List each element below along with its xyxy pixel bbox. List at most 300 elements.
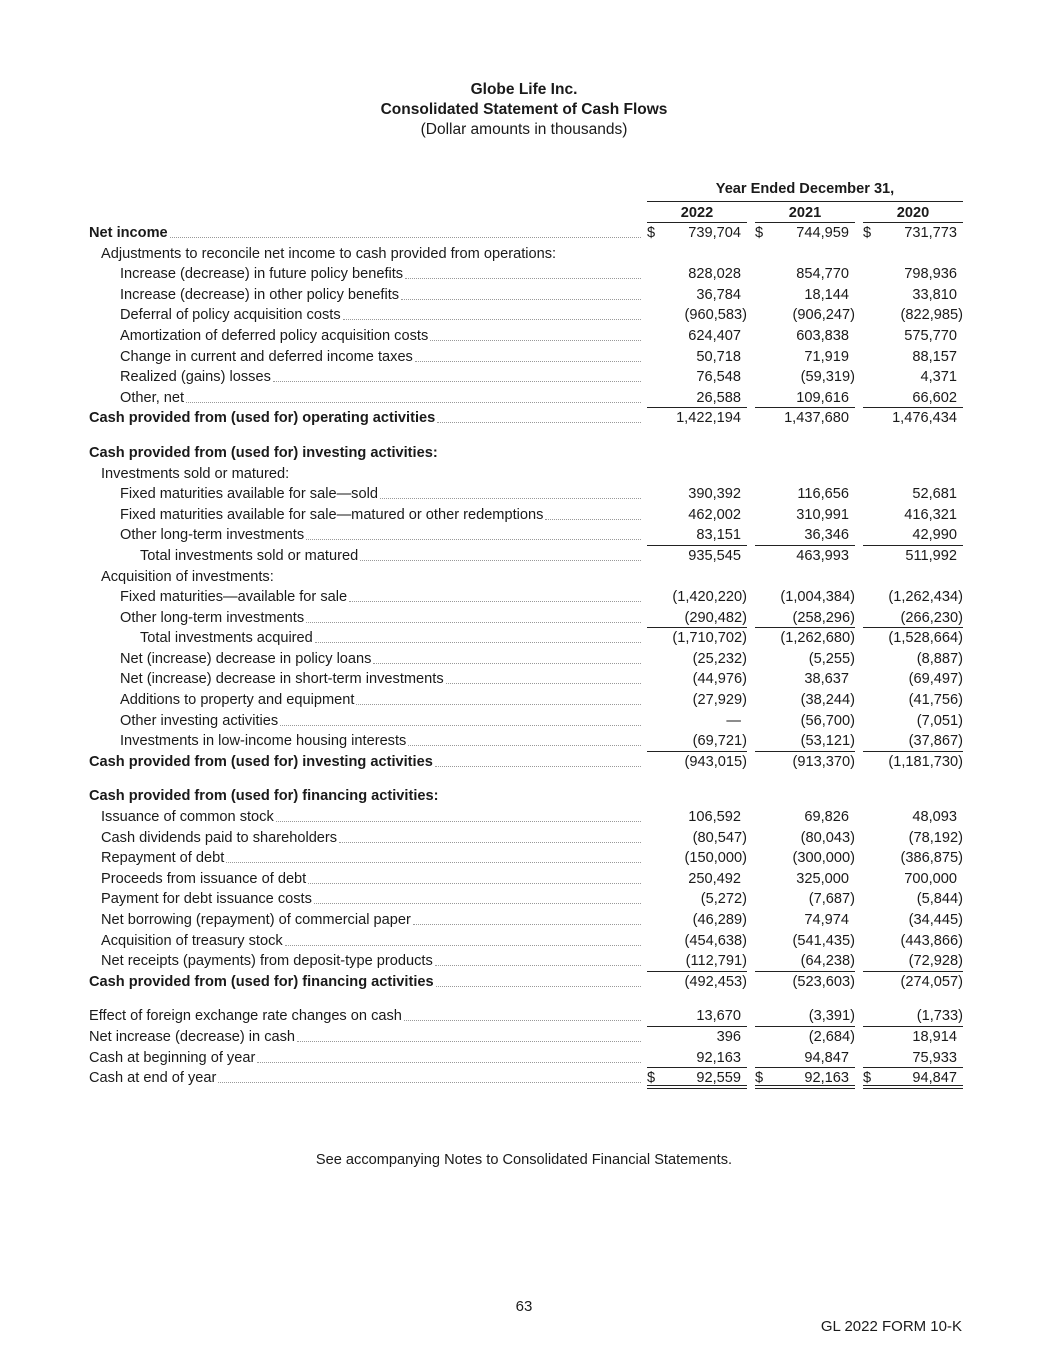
value: (5,272) xyxy=(700,891,747,908)
row-values xyxy=(647,828,963,849)
table-row xyxy=(89,443,963,464)
value-cell-2022 xyxy=(647,972,747,993)
table-row xyxy=(89,587,963,608)
value-cell-2021 xyxy=(755,807,855,828)
table-row xyxy=(89,285,963,306)
value-cell-2021 xyxy=(755,546,855,567)
table-row xyxy=(89,326,963,347)
value: 83,151 xyxy=(696,527,741,544)
value: (69,497) xyxy=(908,671,963,688)
units-subtitle: (Dollar amounts in thousands) xyxy=(420,121,628,138)
table-row xyxy=(89,367,963,388)
value: 250,492 xyxy=(688,870,741,887)
value-cell-2020 xyxy=(863,649,963,670)
value: 416,321 xyxy=(904,506,957,523)
dot-leader xyxy=(186,388,641,403)
value: (56,700) xyxy=(800,712,855,729)
cash-flow-table xyxy=(89,223,963,1089)
value-cell-2021 xyxy=(755,326,855,347)
row-label-text: Additions to property and equipment xyxy=(120,692,355,709)
value-cell-2022 xyxy=(647,931,747,952)
dot-leader xyxy=(545,505,641,520)
value-cell-2021 xyxy=(755,951,855,972)
dot-leader xyxy=(343,305,641,320)
currency-symbol: $ xyxy=(647,225,656,241)
row-values xyxy=(647,690,963,711)
row-label-text: Acquisition of investments: xyxy=(101,568,274,585)
row-label xyxy=(89,931,641,952)
dot-leader xyxy=(273,367,641,382)
value: (3,391) xyxy=(808,1008,855,1025)
row-values xyxy=(647,628,963,649)
value-cell-2020 xyxy=(863,731,963,752)
table-row xyxy=(89,1027,963,1048)
value-cell-2021 xyxy=(755,931,855,952)
value-cell-2021 xyxy=(755,869,855,890)
value-cell-2020 xyxy=(863,889,963,910)
table-row xyxy=(89,669,963,690)
value-cell-2022 xyxy=(647,608,747,629)
value-cell-2022 xyxy=(647,484,747,505)
row-label-text: Cash at beginning of year xyxy=(89,1049,256,1066)
row-label xyxy=(89,951,641,972)
value-cell-2022 xyxy=(647,1068,747,1089)
value-cell-2020 xyxy=(863,608,963,629)
row-label xyxy=(89,223,641,244)
value: 69,826 xyxy=(804,809,849,826)
row-label-text: Deferral of policy acquisition costs xyxy=(120,307,341,324)
value-cell-2021 xyxy=(755,690,855,711)
value: (906,247) xyxy=(792,307,855,324)
value-cell-2020 xyxy=(863,484,963,505)
statement-title: Consolidated Statement of Cash Flows xyxy=(380,101,668,118)
value-cell-2022 xyxy=(647,546,747,567)
value: (523,603) xyxy=(792,973,855,990)
row-values xyxy=(647,347,963,368)
value: 575,770 xyxy=(904,327,957,344)
dot-leader xyxy=(360,546,641,561)
value-cell-2021 xyxy=(755,1068,855,1089)
value: 700,000 xyxy=(904,870,957,887)
value-cell-2021 xyxy=(755,848,855,869)
dot-leader xyxy=(404,1006,641,1021)
value-cell-2022 xyxy=(647,305,747,326)
row-label-text: Investments sold or matured: xyxy=(101,465,290,482)
value-cell-2020 xyxy=(863,1006,963,1027)
table-row xyxy=(89,786,963,807)
row-values xyxy=(647,505,963,526)
value: (69,721) xyxy=(692,733,747,750)
row-label-text: Cash provided from (used for) investing activities: xyxy=(89,444,438,461)
value-cell-2022 xyxy=(647,669,747,690)
row-label-text: Issuance of common stock xyxy=(101,809,274,826)
table-row xyxy=(89,828,963,849)
table-row xyxy=(89,752,963,773)
row-values xyxy=(647,1048,963,1069)
table-row xyxy=(89,731,963,752)
column-header xyxy=(647,181,963,223)
value: (443,866) xyxy=(900,932,963,949)
table-row xyxy=(89,869,963,890)
period-label: Year Ended December 31, xyxy=(647,181,963,202)
row-values xyxy=(647,326,963,347)
row-values xyxy=(647,752,963,773)
row-values xyxy=(647,807,963,828)
page-number: 63 xyxy=(515,1298,533,1315)
value: 33,810 xyxy=(912,286,957,303)
value: (7,051) xyxy=(916,712,963,729)
row-label xyxy=(89,388,641,409)
row-label xyxy=(89,649,641,670)
value: (5,255) xyxy=(808,650,855,667)
row-label-text: Fixed maturities—available for sale xyxy=(120,589,348,606)
dot-leader xyxy=(285,931,641,946)
dot-leader xyxy=(356,690,641,705)
value: (960,583) xyxy=(684,307,747,324)
row-label-text: Cash dividends paid to shareholders xyxy=(101,829,338,846)
value: (37,867) xyxy=(908,733,963,750)
value-cell-2020 xyxy=(863,690,963,711)
value: 731,773 xyxy=(904,225,957,241)
row-label-text: Net income xyxy=(89,225,168,241)
row-label xyxy=(89,525,641,546)
value: 310,991 xyxy=(796,506,849,523)
value-cell-2021 xyxy=(755,1027,855,1048)
value: (913,370) xyxy=(792,753,855,770)
row-label xyxy=(89,752,641,773)
value: (943,015) xyxy=(684,753,747,770)
value: (1,262,680) xyxy=(780,630,855,647)
value: (80,547) xyxy=(692,829,747,846)
value-cell-2020 xyxy=(863,1048,963,1069)
value-cell-2022 xyxy=(647,848,747,869)
row-label-text: Acquisition of treasury stock xyxy=(101,932,283,949)
table-row xyxy=(89,628,963,649)
value-cell-2022 xyxy=(647,285,747,306)
row-label xyxy=(89,285,641,306)
value-cell-2022 xyxy=(647,388,747,409)
value-cell-2021 xyxy=(755,587,855,608)
value-cell-2022 xyxy=(647,731,747,752)
value-cell-2021 xyxy=(755,889,855,910)
value-cell-2022 xyxy=(647,690,747,711)
value-cell-2022 xyxy=(647,869,747,890)
dot-leader xyxy=(401,285,641,300)
value: (1,004,384) xyxy=(780,589,855,606)
row-label-text: Net receipts (payments) from deposit-type products xyxy=(101,953,433,970)
form-label: GL 2022 FORM 10-K xyxy=(820,1318,962,1335)
value: 462,002 xyxy=(688,506,741,523)
value: 511,992 xyxy=(905,547,957,564)
row-values xyxy=(647,484,963,505)
dot-leader xyxy=(408,731,641,746)
table-row xyxy=(89,388,963,409)
row-label xyxy=(89,731,641,752)
value: 854,770 xyxy=(796,266,849,283)
value-cell-2021 xyxy=(755,649,855,670)
value-cell-2022 xyxy=(647,752,747,773)
currency-symbol: $ xyxy=(755,1070,764,1087)
value-cell-2021 xyxy=(755,347,855,368)
row-label xyxy=(89,587,641,608)
row-label-text: Increase (decrease) in other policy benefits xyxy=(120,286,400,303)
row-values xyxy=(647,910,963,931)
dot-leader xyxy=(170,223,641,238)
table-row xyxy=(89,972,963,993)
dot-leader xyxy=(315,628,641,643)
value-cell-2020 xyxy=(863,587,963,608)
value-cell-2022 xyxy=(647,1048,747,1069)
row-values xyxy=(647,649,963,670)
value: 88,157 xyxy=(912,348,957,365)
value: 92,163 xyxy=(804,1070,849,1087)
value: (541,435) xyxy=(792,932,855,949)
table-row xyxy=(89,1048,963,1069)
dot-leader xyxy=(435,951,641,966)
currency-symbol: $ xyxy=(647,1070,656,1087)
row-label xyxy=(89,608,641,629)
value: (1,420,220) xyxy=(672,589,747,606)
value-cell-2022 xyxy=(647,889,747,910)
row-label-text: Total investments sold or matured xyxy=(140,547,359,564)
company-name: Globe Life Inc. xyxy=(470,81,578,98)
dot-leader xyxy=(297,1027,641,1042)
value-cell-2021 xyxy=(755,669,855,690)
value: (492,453) xyxy=(684,973,747,990)
value: (41,756) xyxy=(908,692,963,709)
row-values xyxy=(647,1006,963,1027)
row-label xyxy=(89,628,641,649)
value-cell-2022 xyxy=(647,326,747,347)
value: 71,919 xyxy=(804,348,849,365)
value-cell-2020 xyxy=(863,972,963,993)
value: 76,548 xyxy=(696,369,741,386)
row-label-text: Cash at end of year xyxy=(89,1070,217,1087)
value: (266,230) xyxy=(900,609,963,626)
row-label-text: Net increase (decrease) in cash xyxy=(89,1028,296,1045)
value-cell-2020 xyxy=(863,1027,963,1048)
value: 13,670 xyxy=(696,1008,741,1025)
row-label-text: Other investing activities xyxy=(120,712,279,729)
dot-leader xyxy=(430,326,641,341)
value-cell-2020 xyxy=(863,951,963,972)
row-label-text: Adjustments to reconcile net income to cash provided from operations: xyxy=(101,245,557,262)
value: 94,847 xyxy=(912,1070,957,1087)
value: 624,407 xyxy=(688,327,741,344)
dot-leader xyxy=(226,848,641,863)
value-cell-2020 xyxy=(863,388,963,409)
value: 92,163 xyxy=(696,1049,741,1066)
value-cell-2021 xyxy=(755,367,855,388)
value: (78,192) xyxy=(908,829,963,846)
value-cell-2021 xyxy=(755,972,855,993)
value-cell-2020 xyxy=(863,505,963,526)
value: 94,847 xyxy=(804,1049,849,1066)
row-label-text: Amortization of deferred policy acquisition costs xyxy=(120,327,429,344)
value: 396 xyxy=(716,1028,741,1045)
dot-leader xyxy=(276,807,641,822)
value: (1,262,434) xyxy=(888,589,963,606)
value: (290,482) xyxy=(684,609,747,626)
row-values xyxy=(647,608,963,629)
value: 463,993 xyxy=(796,547,849,564)
value-cell-2022 xyxy=(647,807,747,828)
dot-leader xyxy=(308,869,641,884)
dot-leader xyxy=(257,1048,641,1063)
row-label xyxy=(89,869,641,890)
value: 36,784 xyxy=(696,286,741,303)
value-cell-2020 xyxy=(863,669,963,690)
value-cell-2021 xyxy=(755,828,855,849)
value: (80,043) xyxy=(800,829,855,846)
row-values xyxy=(647,972,963,993)
row-label-text: Realized (gains) losses xyxy=(120,369,271,386)
row-label xyxy=(89,264,641,285)
value-cell-2022 xyxy=(647,1027,747,1048)
value: 798,936 xyxy=(904,266,957,283)
row-label xyxy=(89,408,641,429)
value-cell-2020 xyxy=(863,807,963,828)
dot-leader xyxy=(436,972,641,987)
row-values xyxy=(647,408,963,429)
value: 1,437,680 xyxy=(784,410,849,427)
value-cell-2021 xyxy=(755,388,855,409)
dot-leader xyxy=(380,484,641,499)
row-label-text: Fixed maturities available for sale—matured or other redemptions xyxy=(120,506,544,523)
row-values xyxy=(647,931,963,952)
row-label xyxy=(89,669,641,690)
row-label xyxy=(89,367,641,388)
value-cell-2020 xyxy=(863,525,963,546)
value-cell-2020 xyxy=(863,223,963,244)
table-row xyxy=(89,484,963,505)
row-label xyxy=(89,347,641,368)
row-values xyxy=(647,388,963,409)
value: 38,637 xyxy=(804,671,849,688)
value: — xyxy=(726,712,741,729)
table-row xyxy=(89,223,963,244)
value: (822,985) xyxy=(900,307,963,324)
value-cell-2021 xyxy=(755,525,855,546)
value-cell-2022 xyxy=(647,264,747,285)
row-label-text: Fixed maturities available for sale—sold xyxy=(120,486,378,503)
year-2020: 2020 xyxy=(863,205,963,223)
value: (258,296) xyxy=(792,609,855,626)
value: (1,710,702) xyxy=(672,630,747,647)
row-values xyxy=(647,889,963,910)
row-label-text: Cash provided from (used for) financing activities: xyxy=(89,788,439,805)
value: (300,000) xyxy=(792,850,855,867)
value-cell-2021 xyxy=(755,628,855,649)
row-label-text: Net (increase) decrease in short-term investments xyxy=(120,671,444,688)
value: 26,588 xyxy=(696,389,741,406)
row-values xyxy=(647,869,963,890)
table-row xyxy=(89,910,963,931)
value-cell-2021 xyxy=(755,305,855,326)
value: 828,028 xyxy=(688,266,741,283)
row-label xyxy=(89,443,641,464)
table-row xyxy=(89,649,963,670)
value-cell-2022 xyxy=(647,587,747,608)
value-cell-2020 xyxy=(863,326,963,347)
value-cell-2020 xyxy=(863,828,963,849)
table-row xyxy=(89,408,963,429)
table-row xyxy=(89,546,963,567)
table-row xyxy=(89,608,963,629)
value: 116,656 xyxy=(797,486,849,503)
row-label-text: Repayment of debt xyxy=(101,850,225,867)
row-label-text: Investments in low-income housing interests xyxy=(120,733,407,750)
table-row xyxy=(89,505,963,526)
value: 744,959 xyxy=(796,225,849,241)
year-2022: 2022 xyxy=(647,205,747,223)
value: (27,929) xyxy=(692,692,747,709)
table-row xyxy=(89,951,963,972)
value-cell-2021 xyxy=(755,505,855,526)
row-values xyxy=(647,525,963,546)
dot-leader xyxy=(446,669,641,684)
value: 18,144 xyxy=(804,286,849,303)
row-label xyxy=(89,1068,641,1089)
row-label-text: Proceeds from issuance of debt xyxy=(101,870,307,887)
value-cell-2020 xyxy=(863,285,963,306)
row-values xyxy=(647,731,963,752)
table-row xyxy=(89,931,963,952)
value: 92,559 xyxy=(696,1070,741,1087)
value-cell-2021 xyxy=(755,1048,855,1069)
row-label xyxy=(89,1027,641,1048)
value: 4,371 xyxy=(920,369,957,386)
value: (150,000) xyxy=(684,850,747,867)
row-label xyxy=(89,464,653,485)
row-label-text: Cash provided from (used for) operating activities xyxy=(89,410,436,427)
value: (5,844) xyxy=(916,891,963,908)
row-label xyxy=(89,484,641,505)
currency-symbol: $ xyxy=(863,225,872,241)
value: 603,838 xyxy=(796,327,849,344)
footnote: See accompanying Notes to Consolidated Financial Statements. xyxy=(315,1152,733,1168)
value-cell-2022 xyxy=(647,951,747,972)
value-cell-2021 xyxy=(755,731,855,752)
value-cell-2022 xyxy=(647,505,747,526)
value-cell-2020 xyxy=(863,1068,963,1089)
row-label xyxy=(89,1048,641,1069)
value-cell-2020 xyxy=(863,848,963,869)
value-cell-2022 xyxy=(647,347,747,368)
table-row xyxy=(89,1006,963,1027)
table-row xyxy=(89,244,963,265)
value-cell-2020 xyxy=(863,628,963,649)
row-label xyxy=(89,848,641,869)
value-cell-2020 xyxy=(863,711,963,732)
row-label xyxy=(89,807,641,828)
value-cell-2022 xyxy=(647,408,747,429)
currency-symbol: $ xyxy=(755,225,764,241)
row-values xyxy=(647,367,963,388)
value: 1,476,434 xyxy=(892,410,957,427)
row-label xyxy=(89,910,641,931)
value-cell-2021 xyxy=(755,1006,855,1027)
value: (44,976) xyxy=(692,671,747,688)
row-label-text: Other long-term investments xyxy=(120,527,305,544)
table-row xyxy=(89,807,963,828)
value-cell-2020 xyxy=(863,408,963,429)
dot-leader xyxy=(437,408,641,423)
value: (1,181,730) xyxy=(888,753,963,770)
value-cell-2021 xyxy=(755,752,855,773)
value-cell-2022 xyxy=(647,910,747,931)
value: (46,289) xyxy=(692,912,747,928)
